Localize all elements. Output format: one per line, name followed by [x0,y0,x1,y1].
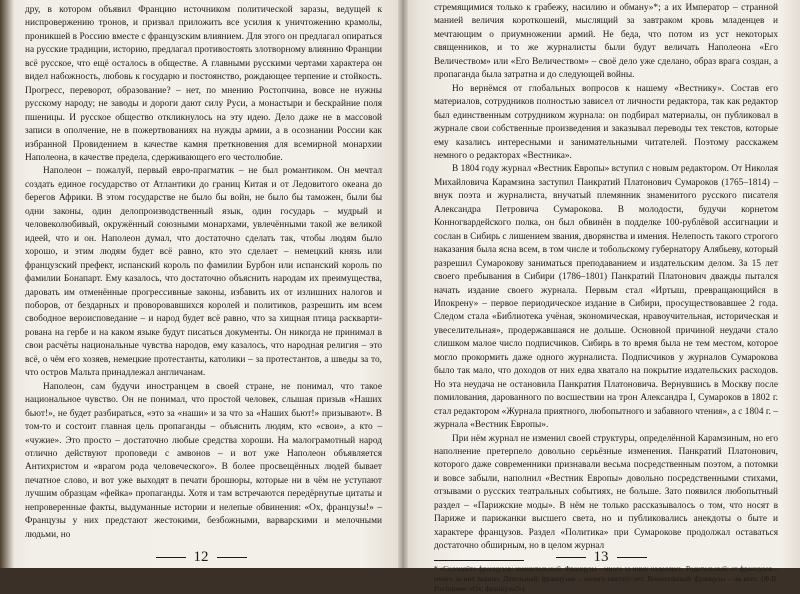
paragraph: При нём журнал не изменил своей структуры, определённой Карамзиным, но его наполнение претерпело довольно серьёзные изменения. Панкратий Платонович, которого даже современники признавали весьма посредственным поэтом, а потомки и вовсе забыли, наполнил «Вестник Европы» довольно посредственными стихами, отзывами о русских театральных событиях, не больше. Зато появился любопытный раздел – «Парижские моды». В нём не только рассказывалось о том, что носят в Париже и парижанки высшего света, но и публиковались анекдоты о быте и характере французов. Раздел «Политика» при Сумарокове продолжал оставаться достаточно обширным, но в целом журнал [434,433,778,552]
paragraph: Но вернёмся от глобальных вопросов к нашему «Вестнику». Состав его материалов, сотрудников полностью зависел от личности редактора, так как редактор был единственным сотрудником журнала: он подбирал материалы, он публиковал в журнале свои собственные произведения и заказывал переводы тех текстов, которые ему казались интересными и занимательными читателей. Поэтому расскажем немного о редакторах «Вестника». [434,83,778,161]
paragraph: Наполеон, сам будучи иностранцем в своей стране, не понимал, что такое национальное чувство. Он не понимал, что простой человек, слышая призыв «Наших бьют!», не будет разбираться, «это за «наши» и за что за «Наших бьют!» призывают». В том-то и состоит главная цель пропаганды – объяснить людям, кто «свои», а кто – «чужие». Это просто – достаточно любые средства хороши. На малограмотный народ отлично действуют проповеди с амвонов – и вот уже Наполеон объявляется Антихристом и «врагом рода человеческого». В более просвещённых людей бывает печатное слово, и вот уже выходят в печати брошюры, которые ни в чём не уступают лучшим образцам «фейка» пропаганды. Хотя и там встречаются передёрнутые цитаты и непроверенные факты, выдуманные истории и нелепые обвинения: «Ох, французы!» – Французы у них предстают жестокими, безбожными, варварскими и мелочными людьми, но [25,381,382,540]
paragraph: дру, в котором объявил Францию источником политической заразы, ведущей к ниспровержению тронов, и призвал приложить все усилия к уничтожению крамолы, проникшей в Россию вместе с французским влиянием. Для этого он предлагал опираться на русские традиции, историю, предлагал противостоять злотворному влиянию Франции всё русское, что ещё осталось в обществе. А главными русскими чертами характера он видел набожность, любовь к государю и постоянство, рождающее терпение и стойкость. Прогресс, переворот, образование? – нет, по мнению Ростопчина, вовсе не нужны русскому народу; не заводы и дороги дают силу Руси, а монастыри и бескрайние поля пшеницы. И русское общество откликнулось на эту идею. Дело даже не в массовой записи в ополчение, не в пожертвованиях на нужды армии, а в осознании России как избранной Провидением в качестве камня преткновения для всемирной монархии Наполеона, в качестве предела, сдерживающего его честолюбие. [25,5,382,163]
page-number [402,548,800,565]
right-page [402,0,800,593]
right-page-body [434,2,778,594]
paragraph: Наполеон – пожалуй, первый евро-прагматик – не был романтиком. Он мечтал создать единое государство от Атлантики до границ Китая и от Ледовитого океана до берегов Африки. В этом государстве не было бы войн, не было бы таможен, были бы одни законы, один делопроизводственный язык, один государь – мудрый и человеколюбивый, окружённый союзными монархами, увлечёнными такой же великой идеей, что и он. Наполеон думал, что достаточно сделать так, чтобы людям было хорошо, и этим людям будет всё равно, кто это сделает – немецкий князь или французский префект, испанский король по фамилии Бурбон или испанский король по фамилии Бонапарт. Ему казалось, что достаточно объяснить народам их преимущества, даровать им отменённые прогрессивные законы, избавить их от излишних налогов и поборов, от бездарных и проворовавшихся королей и политиков, разрешить им всем свободное вероисповедание – и народ будет всё равно, что за хищная птица расквартирована на гербе и на каком языке будут писаться документы. Он никогда не принимал в свои расчёты национальные чувства народов, ему казалось, что народная религия – это всё, о чём его хозяев, немецкие протестанты, католики – за протестантов, а шведы за то, что остров Мальта принадлежал англичанам. [25,166,382,379]
page-edge-shadow [0,0,14,568]
paragraph: стремящимися только к грабежу, насилию и обману»*; а их Император – странной манией величия короткошеий, мыслящий за завтраком кровь младенцев и мечтающим о приумножении армий. Не беда, что потом из уст некоторых священников, и то же журналисты были будут величать Наполеона «Его Величеством» или «Его Величеством» – своё дело уже сделано, образ врага создан, а пропаганда была затратна и до следующей войны. [434,3,778,81]
footnote: * «Склоняйте французов: именительный. Французы – много за ними надеялись. Родительный: от французов – много за них вышло. Дательный: французам – ничего святого нет. Винительный: французы – на всех. (Ф.В. Ростопчин «Ох, французы!»). [434,563,778,593]
book-gutter [398,0,408,568]
page-number-text: 13 [593,548,609,565]
left-page [0,0,402,568]
page-number [0,548,402,565]
paragraph: В 1804 году журнал «Вестник Европы» вступил с новым редактором. От Николая Михайловича Карамзина заступил Панкратий Платонович Сумароков (1765–1814) – внук поэта и журналиста, внучатый племянник знаменитого русского писателя Александра Петровича Сумарокова. В молодости, будучи корнетом Конногвардейского полка, он был обвинён в подделке 100-рублёвой ассигнации и сослан в Сибирь с лишением звания, дворянства и имения. Нелепость такого строгого наказания была ясна всем, в том числе и тобольскому губернатору Алябьеву, который разрешил Сумарокову заниматься преподаванием и издательским делом. За 15 лет своего пребывания в Сибири (1786–1801) Панкратий Платонович дважды пытался начать издание своего журнала. Первым стал «Иртыш, превращающийся в Ипокрену» – первое периодическое издание в Сибири, просуществовавшее 2 года. Следом стала «Библиотека учёная, экономическая, нравоучительная, историческая и увеселительная», продержавшаяся не дольше. Основной причиной неудачи стало слишком малое число подписчиков. Сибирь в то время была не тем местом, которое могло прокормить даже одного журналиста. Подписчиков у журналов Сумарокова было так мало, что доходов от них едва хватало на покрытие издательских расходов. Но эта неудача не остановила Панкратия Платоновича. Вернувшись в Москву после помилования, дарованного по восшествии на трон Александра I, Сумароков в 1802 г. стал редактором «Журнала приятного, любопытного и забавного чтения», а с 1804 г. – журнала «Вестник Европы». [434,164,778,431]
left-page-body [25,4,382,542]
page-number-text: 12 [193,548,209,565]
